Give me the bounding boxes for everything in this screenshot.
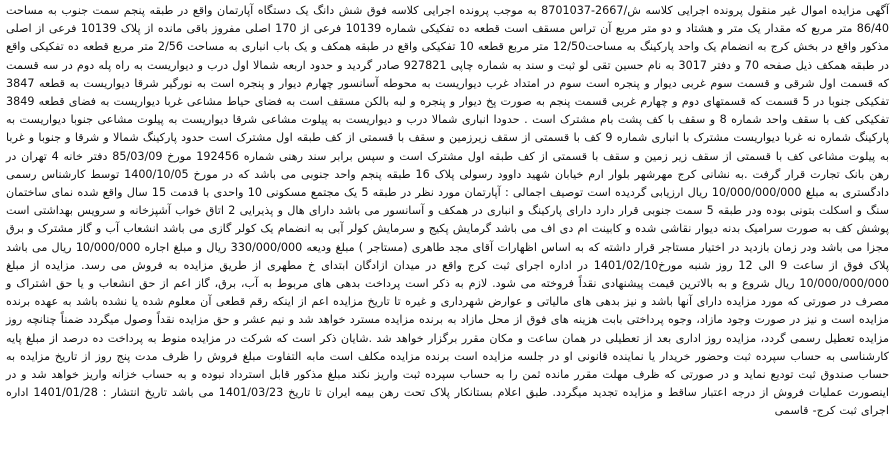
auction-notice-text: آگهی مزایده اموال غیر منقول پرونده اجرایی کلاسه ش/2667-8701037 به موجب پرونده اجرایی کلاسه فوق شش دانگ یک دستگاه آپارتمان واقع در طبقه پنجم سمت جنوب به مساحت 86/40 متر مربع که مقدار یک متر و هشتاد و دو متر مربع آن تراس مسقف است قطعه ده تفکیکی شماره 10139 فرعی از 170 اصلی مفروز باقی مانده از پلاک 10139 فرعی از اصلی مذکور واقع در بخش کرج به انضمام یک واحد پارکینگ به مساحت12/50 متر مربع قطعه 10 تفکیکی واقع در طبقه همکف و یک باب انباری به مساحت 2/56 متر مربع قطعه ده تفکیکی واقع در طبقه همکف ذیل صفحه 70 و دفتر 3017 به نام حسین تقی لو ثبت و سند به شماره چاپی 927821 صادر گردید و حدود اربعه شمالا اول درب و دیواریست به راه پله دوم در سه قسمت که قسمت اول شرقی و قسمت سوم غربی دیوار و پنجره است سوم در امتداد غرب دیواریست به محوطه آسانسور چهارم دیوار و پنجره است به نورگیر شرقا دیواریست به قطعه 3847 تفکیکی جنوبا در 5 قسمت که قسمتهای دوم و چهارم غربی قسمت پنجم به صورت پخ دیوار و پنجره و لبه بالکن مسقف است به فضای حیاط مشاعی غربا دیواریست به فضای قطعه 3849 تفکیکی کف با سقف واحد شماره 8 و سقف با کف پشت بام مشترک است . حدودا انباری شمالا درب و دیواریست به پیلوت مشاعی شرقا دیواریست به پیلوت مشاعی جنوبا دیواریست به پارکینگ شماره نه غربا دیواریست مشترک با انباری شماره 9 کف با قسمتی از سقف زیرزمین و سقف با قسمتی از کف طبقه اول مشترک است حدود پارکینگ شمالا و شرقا و جنوبا و غربا به پیلوت مشاعی کف با قسمتی از سقف زیر زمین و سقف با قسمتی از کف طبقه اول مشترک است و سپس برابر سند رهنی شماره 192456 مورخ 85/03/09 دفتر خانه 4 تهران در رهن بانک تجارت قرار گرفت .به نشانی کرج مهرشهر بلوار ارم خیابان شهید داوود رسولی پلاک 16 طبقه پنجم واحد جنوبی می باشد که در مورخ 1400/10/05 توسط کارشناس رسمی دادگستری به مبلغ 10/000/000/000 ریال ارزیابی گردیده است توصیف اجمالی : آپارتمان مورد نظر در طبقه 5 یک مجتمع مسکونی 10 واحدی با قدمت 15 سال واقع شده نمای ساختمان سنگ و اسکلت بتونی بوده ودر طبقه 5 سمت جنوبی قرار دارد دارای پارکینگ و انباری در همکف و آسانسور می باشد دارای هال و پذیرایی 2 اتاق خواب آشپزخانه و سرویس بهداشتی است پوشش کف به صورت سرامیک بدنه دیوار نقاشی شده و کابینت ام دی اف می باشد گرمایش پکیج و سرمایش کولر آبی به انضمام یک کولر گازی می باشد انشعاب آب و گاز مشترک و برق مجزا می باشد ودر زمان بازدید در اختیار مستاجر قرار داشته که به اساس اظهارات آقای مجد طاهری (مستاجر ) مبلغ ودیعه 330/000/000 ریال و مبلغ اجاره 10/000/000 ریال می باشد پلاک فوق از ساعت 9 الی 12 روز شنبه مورخ1401/02/10 در اداره اجرای ثبت کرج واقع در میدان ازادگان ابتدای خ مطهری از طریق مزایده به فروش می رسد. مزایده از مبلغ 10/000/000/000 ریال شروع و به بالاترین قیمت پیشنهادی نقداً فروخته می شود. لازم به ذکر است پرداخت بدهی های مربوط به آب، برق، گاز اعم از حق انشعاب و یا حق اشتراک و مصرف در صورتی که مورد مزایده دارای آنها باشد و نیز بدهی های مالیاتی و عوارض شهرداری و غیره تا تاریخ مزایده اعم از اینکه رقم قطعی آن معلوم شده یا نشده باشد به عهده برنده مزایده است و نیز در صورت وجود مازاد، وجوه پرداختی بابت هزینه های فوق از محل مازاد به برنده مزایده مسترد خواهد شد و نیم عشر و حق مزایده نقداً وصول میگردد ضمناً چنانچه روز مزایده تعطیل رسمی گردد، مزایده روز اداری بعد از تعطیلی در همان ساعت و مکان مقرر برگزار خواهد شد .شایان ذکر است که شرکت در مزایده منوط به پرداخت ده درصد از مبلغ پایه کارشناسی به حساب سپرده ثبت وحضور خریدار یا نماینده قانونی او در جلسه مزایده است برنده مزایده مکلف است مابه التفاوت مبلغ فروش را ظرف مدت پنج روز از تاریخ مزایده به حساب صندوق ثبت تودیع نماید و در صورتی که ظرف مهلت مقرر مانده ثمن را به حساب سپرده ثبت واریز نکند مبلغ مذکور قابل استرداد نبوده و به حساب خزانه واریز خواهد شد و در اینصورت عملیات فروش از درجه اعتبار ساقط و مزایده تجدید میگردد. طبق اعلام بستانکار پلاک تحت رهن بیمه ایران تا تاریخ 1401/03/23 می باشد تاریخ انتشار : 1401/01/28 اداره اجرای ثبت کرج- قاسمی xyxy=(6,4,890,418)
